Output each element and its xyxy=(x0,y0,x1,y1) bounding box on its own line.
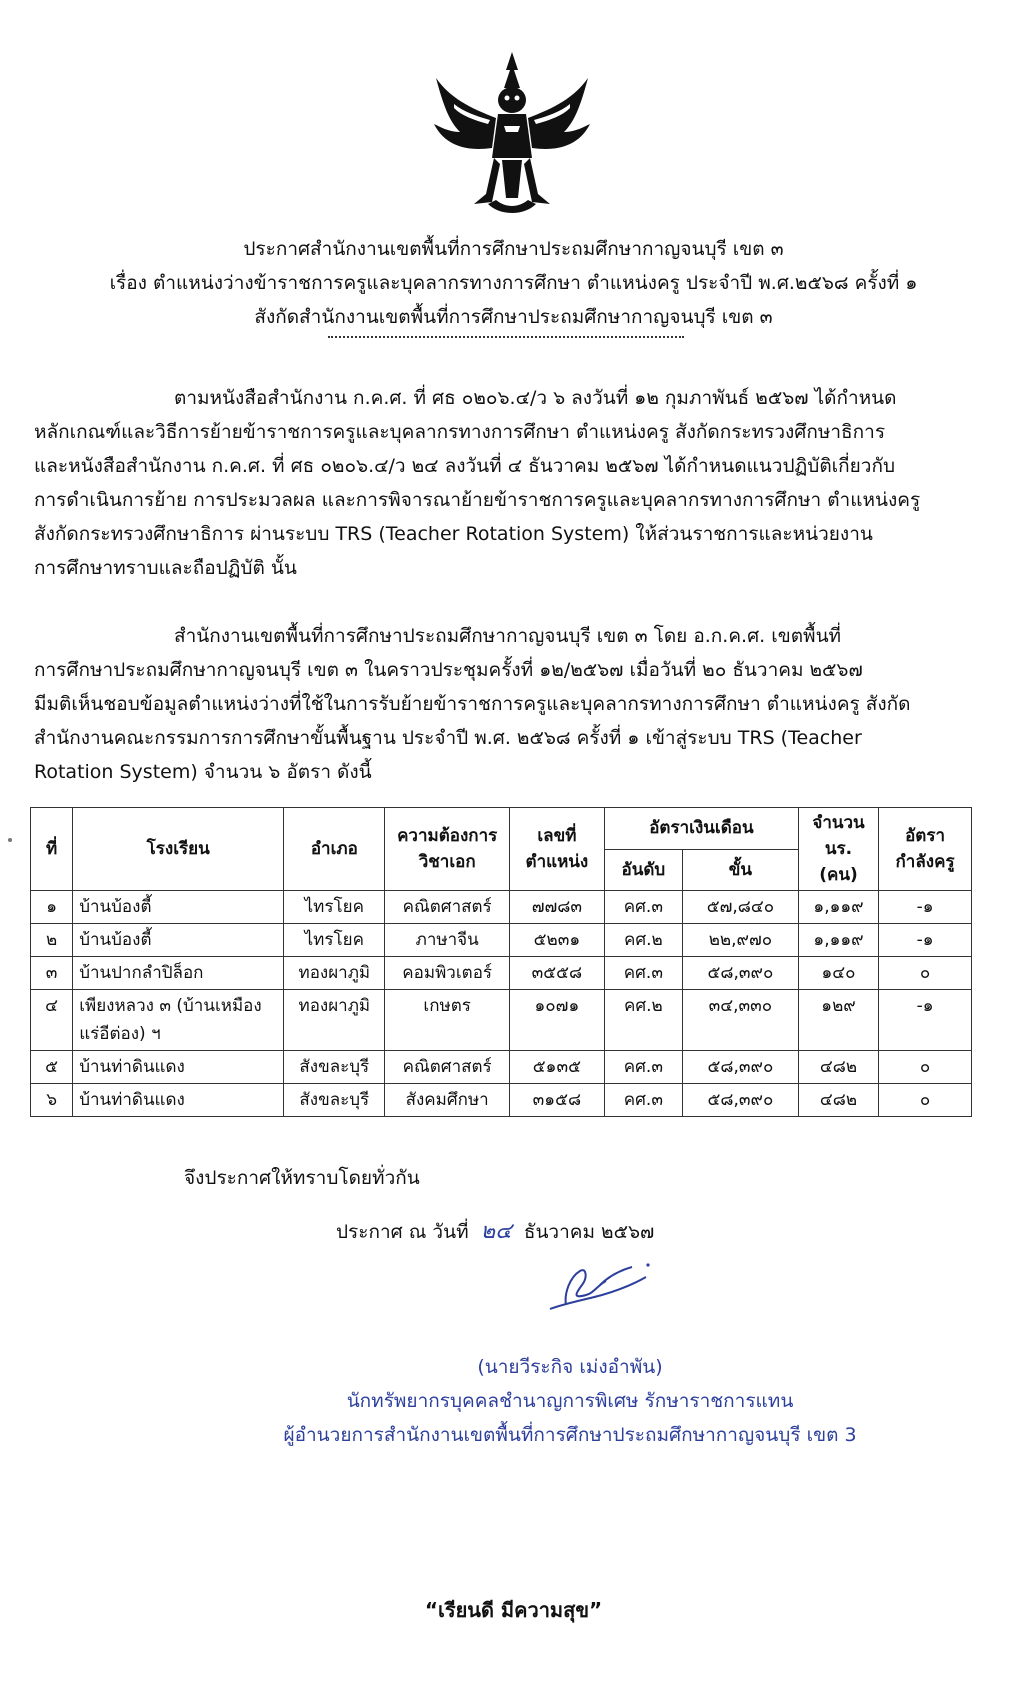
cell-students: ๑๒๙ xyxy=(798,990,878,1051)
cell-staffing: ๐ xyxy=(879,957,972,990)
cell-level: คศ.๓ xyxy=(604,891,682,924)
paragraph-line: และหนังสือสำนักงาน ก.ค.ศ. ที่ ศธ ๐๒๐๖.๔/ว ๒๔ ลงวันที่ ๔ ธันวาคม ๒๕๖๗ ได้กำหนดแนวปฏิบัติเกี่ยวกับ xyxy=(34,455,896,477)
paragraph-line: การศึกษาประถมศึกษากาญจนบุรี เขต ๓ ในคราวประชุมครั้งที่ ๑๒/๒๕๖๗ เมื่อวันที่ ๒๐ ธันวาคม ๒๕๖๗ xyxy=(34,659,863,681)
scan-speck xyxy=(8,838,12,842)
signer-name: (นายวีระกิจ เม่งอำพัน) xyxy=(477,1356,663,1378)
cell-level: คศ.๓ xyxy=(604,1084,682,1117)
garuda-emblem-icon xyxy=(430,48,594,218)
cell-district: ทองผาภูมิ xyxy=(284,957,385,990)
cell-school: บ้านท่าดินแดง xyxy=(73,1051,284,1084)
header-school: โรงเรียน xyxy=(73,808,284,891)
cell-school: บ้านปากลำปิล็อก xyxy=(73,957,284,990)
cell-no: ๔ xyxy=(31,990,73,1051)
cell-level: คศ.๓ xyxy=(604,1051,682,1084)
cell-school: บ้านบ้องตี้ xyxy=(73,924,284,957)
cell-district: สังขละบุรี xyxy=(284,1051,385,1084)
header-major: ความต้องการ วิชาเอก xyxy=(385,808,509,891)
paragraph-reference xyxy=(34,381,969,585)
cell-district: สังขละบุรี xyxy=(284,1084,385,1117)
table-row xyxy=(31,924,972,957)
cell-position-no: ๓๕๕๘ xyxy=(509,957,604,990)
cell-major: คอมพิวเตอร์ xyxy=(385,957,509,990)
paragraph-line: ตามหนังสือสำนักงาน ก.ค.ศ. ที่ ศธ ๐๒๐๖.๔/ว ๖ ลงวันที่ ๑๒ กุมภาพันธ์ ๒๕๖๗ ได้กำหนด xyxy=(174,387,897,409)
header-staffing: อัตรา กำลังครู xyxy=(879,808,972,891)
cell-staffing: -๑ xyxy=(879,924,972,957)
date-suffix: ธันวาคม ๒๕๖๗ xyxy=(523,1221,655,1243)
table-row xyxy=(31,990,972,1051)
date-day-handwritten: ๒๔ xyxy=(480,1219,512,1244)
header-salary: อัตราเงินเดือน xyxy=(604,808,798,850)
signer-title: นักทรัพยากรบุคคลชำนาญการพิเศษ รักษาราชการแทน xyxy=(346,1390,794,1412)
cell-students: ๑,๑๑๙ xyxy=(798,924,878,957)
paragraph-line: สังกัดกระทรวงศึกษาธิการ ผ่านระบบ TRS (Teacher Rotation System) ให้ส่วนราชการและหน่วยงาน xyxy=(34,523,873,545)
signer-organization: ผู้อำนวยการสำนักงานเขตพื้นที่การศึกษาประถมศึกษากาญจนบุรี เขต 3 xyxy=(283,1424,857,1446)
announcement-subject: เรื่อง ตำแหน่งว่างข้าราชการครูและบุคลากรทางการศึกษา ตำแหน่งครู ประจำปี พ.ศ.๒๕๖๘ ครั้งที่ ๑ xyxy=(109,272,918,294)
paragraph-line: สำนักงานเขตพื้นที่การศึกษาประถมศึกษากาญจนบุรี เขต ๓ โดย อ.ก.ค.ศ. เขตพื้นที่ xyxy=(174,625,842,647)
paragraph-line: Rotation System) จำนวน ๖ อัตรา ดังนี้ xyxy=(34,761,372,783)
cell-district: ทองผาภูมิ xyxy=(284,990,385,1051)
cell-students: ๔๘๒ xyxy=(798,1084,878,1117)
header-district: อำเภอ xyxy=(284,808,385,891)
cell-staffing: -๑ xyxy=(879,891,972,924)
cell-staffing: ๐ xyxy=(879,1084,972,1117)
cell-no: ๒ xyxy=(31,924,73,957)
announcement-affiliation: สังกัดสำนักงานเขตพื้นที่การศึกษาประถมศึกษากาญจนบุรี เขต ๓ xyxy=(254,306,773,328)
cell-no: ๓ xyxy=(31,957,73,990)
paragraph-line: การดำเนินการย้าย การประมวลผล และการพิจารณาย้ายข้าราชการครูและบุคลากรทางการศึกษา ตำแหน่งครู xyxy=(34,489,921,511)
dotted-divider xyxy=(328,336,684,338)
cell-major: สังคมศึกษา xyxy=(385,1084,509,1117)
cell-step: ๒๒,๙๗๐ xyxy=(682,924,798,957)
header-level: อันดับ xyxy=(604,849,682,891)
cell-school: บ้านบ้องตี้ xyxy=(73,891,284,924)
closing-statement: จึงประกาศให้ทราบโดยทั่วกัน xyxy=(184,1167,420,1189)
cell-students: ๑,๑๑๙ xyxy=(798,891,878,924)
cell-step: ๕๘,๓๙๐ xyxy=(682,957,798,990)
cell-school: เพียงหลวง ๓ (บ้านเหมือง แร่อีต่อง) ฯ xyxy=(73,990,284,1051)
cell-position-no: ๕๒๓๑ xyxy=(509,924,604,957)
cell-no: ๕ xyxy=(31,1051,73,1084)
table-row xyxy=(31,1051,972,1084)
cell-step: ๕๘,๓๙๐ xyxy=(682,1084,798,1117)
cell-major: ภาษาจีน xyxy=(385,924,509,957)
cell-level: คศ.๒ xyxy=(604,990,682,1051)
paragraph-line: หลักเกณฑ์และวิธีการย้ายข้าราชการครูและบุคลากรทางการศึกษา ตำแหน่งครู สังกัดกระทรวงศึกษาธิการ xyxy=(34,421,886,443)
date-prefix: ประกาศ ณ วันที่ xyxy=(336,1221,469,1243)
cell-district: ไทรโยค xyxy=(284,891,385,924)
cell-no: ๑ xyxy=(31,891,73,924)
vacancy-table xyxy=(30,807,972,1117)
cell-position-no: ๕๑๓๕ xyxy=(509,1051,604,1084)
cell-level: คศ.๒ xyxy=(604,924,682,957)
table-row xyxy=(31,957,972,990)
paragraph-line: การศึกษาทราบและถือปฏิบัติ นั้น xyxy=(34,557,297,579)
motto: “เรียนดี มีความสุข” xyxy=(424,1598,603,1622)
table-row xyxy=(31,891,972,924)
cell-no: ๖ xyxy=(31,1084,73,1117)
paragraph-line: มีมติเห็นชอบข้อมูลตำแหน่งว่างที่ใช้ในการรับย้ายข้าราชการครูและบุคลากรทางการศึกษา ตำแหน่งครู สังกัด xyxy=(34,693,911,715)
cell-step: ๕๗,๘๔๐ xyxy=(682,891,798,924)
cell-position-no: ๑๐๗๑ xyxy=(509,990,604,1051)
paragraph-line: สำนักงานคณะกรรมการการศึกษาขั้นพื้นฐาน ประจำปี พ.ศ. ๒๕๖๘ ครั้งที่ ๑ เข้าสู่ระบบ TRS (Teacher xyxy=(34,727,862,749)
announcement-title: ประกาศสำนักงานเขตพื้นที่การศึกษาประถมศึกษากาญจนบุรี เขต ๓ xyxy=(243,238,784,260)
cell-students: ๔๘๒ xyxy=(798,1051,878,1084)
table-row xyxy=(31,1084,972,1117)
cell-step: ๓๔,๓๓๐ xyxy=(682,990,798,1051)
header-position-no: เลขที่ ตำแหน่ง xyxy=(509,808,604,891)
paragraph-resolution xyxy=(34,619,969,789)
cell-major: เกษตร xyxy=(385,990,509,1051)
header-students: จำนวน นร. (คน) xyxy=(798,808,878,891)
cell-staffing: -๑ xyxy=(879,990,972,1051)
cell-step: ๕๘,๓๙๐ xyxy=(682,1051,798,1084)
cell-school: บ้านท่าดินแดง xyxy=(73,1084,284,1117)
cell-position-no: ๗๗๘๓ xyxy=(509,891,604,924)
cell-major: คณิตศาสตร์ xyxy=(385,891,509,924)
cell-position-no: ๓๑๕๘ xyxy=(509,1084,604,1117)
cell-level: คศ.๓ xyxy=(604,957,682,990)
announcement-date xyxy=(336,1213,654,1248)
header-step: ขั้น xyxy=(682,849,798,891)
cell-staffing: ๐ xyxy=(879,1051,972,1084)
signature-icon xyxy=(536,1255,666,1315)
cell-major: คณิตศาสตร์ xyxy=(385,1051,509,1084)
cell-students: ๑๔๐ xyxy=(798,957,878,990)
header-no: ที่ xyxy=(31,808,73,891)
cell-district: ไทรโยค xyxy=(284,924,385,957)
